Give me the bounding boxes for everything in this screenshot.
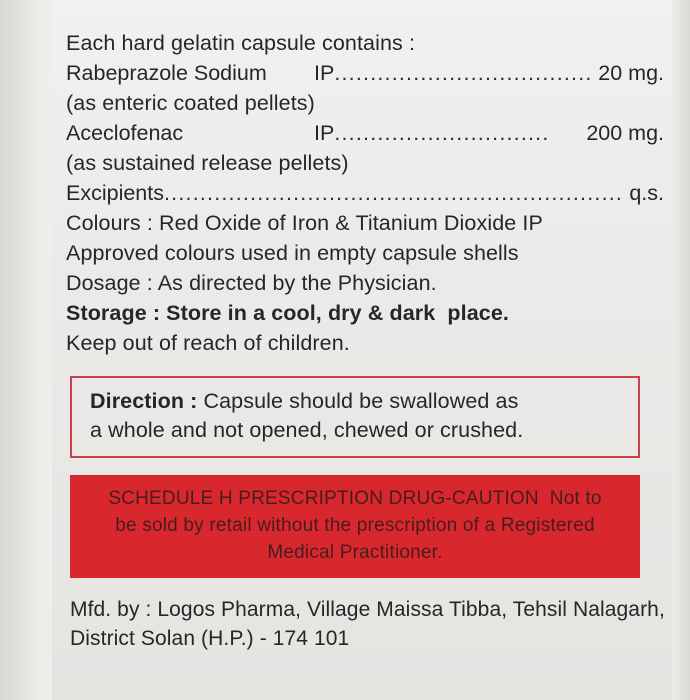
- ingredient-row-aceclofenac: [66, 118, 664, 148]
- schedule-warning-line-1: SCHEDULE H PRESCRIPTION DRUG-CAUTION Not to: [108, 488, 602, 509]
- schedule-warning-line-2: be sold by retail without the prescription of a Registered: [115, 515, 595, 536]
- ingredient-standard: IP: [314, 61, 335, 85]
- ingredient-strength: 200 mg.: [586, 121, 664, 145]
- manufacturer-block: [70, 595, 664, 653]
- storage-line: Storage : Store in a cool, dry & dark place.: [66, 301, 509, 325]
- leader-dots: ..............................: [334, 121, 550, 145]
- direction-text-part2: a whole and not opened, chewed or crushed.: [90, 418, 524, 442]
- dosage-line: Dosage : As directed by the Physician.: [66, 271, 437, 295]
- manufacturer-line-2: District Solan (H.P.) - 174 101: [70, 627, 350, 650]
- manufacturer-line-1: Mfd. by : Logos Pharma, Village Maissa Tibba, Tehsil Nalagarh,: [70, 598, 665, 621]
- direction-first-line: [90, 387, 624, 416]
- ingredient-note-aceclofenac: (as sustained release pellets): [66, 151, 349, 175]
- ingredient-row-rabeprazole: [66, 58, 664, 88]
- leader-dots: ................................................................: [164, 181, 624, 205]
- excipients-value: q.s.: [629, 181, 664, 205]
- leader-dots: ....................................: [334, 61, 593, 85]
- label-content: [66, 28, 664, 653]
- schedule-h-warning-box: [70, 475, 640, 578]
- direction-box: [70, 376, 640, 458]
- direction-label: Direction :: [90, 389, 198, 413]
- ingredient-standard: IP: [314, 121, 335, 145]
- ingredient-name: Aceclofenac: [66, 121, 184, 145]
- ingredient-name: Rabeprazole Sodium: [66, 61, 267, 85]
- ingredient-note-rabeprazole: (as enteric coated pellets): [66, 91, 315, 115]
- colours-line: Colours : Red Oxide of Iron & Titanium Dioxide IP: [66, 211, 543, 235]
- keep-out-of-reach-line: Keep out of reach of children.: [66, 331, 350, 355]
- schedule-warning-line-3: Medical Practitioner.: [267, 542, 443, 563]
- excipients-row: [66, 178, 664, 208]
- composition-heading: Each hard gelatin capsule contains :: [66, 31, 416, 55]
- approved-colours-line: Approved colours used in empty capsule shells: [66, 241, 519, 265]
- direction-text-part1: Capsule should be swallowed as: [197, 389, 519, 413]
- ingredient-strength: 20 mg.: [598, 61, 664, 85]
- excipients-label: Excipients: [66, 181, 164, 205]
